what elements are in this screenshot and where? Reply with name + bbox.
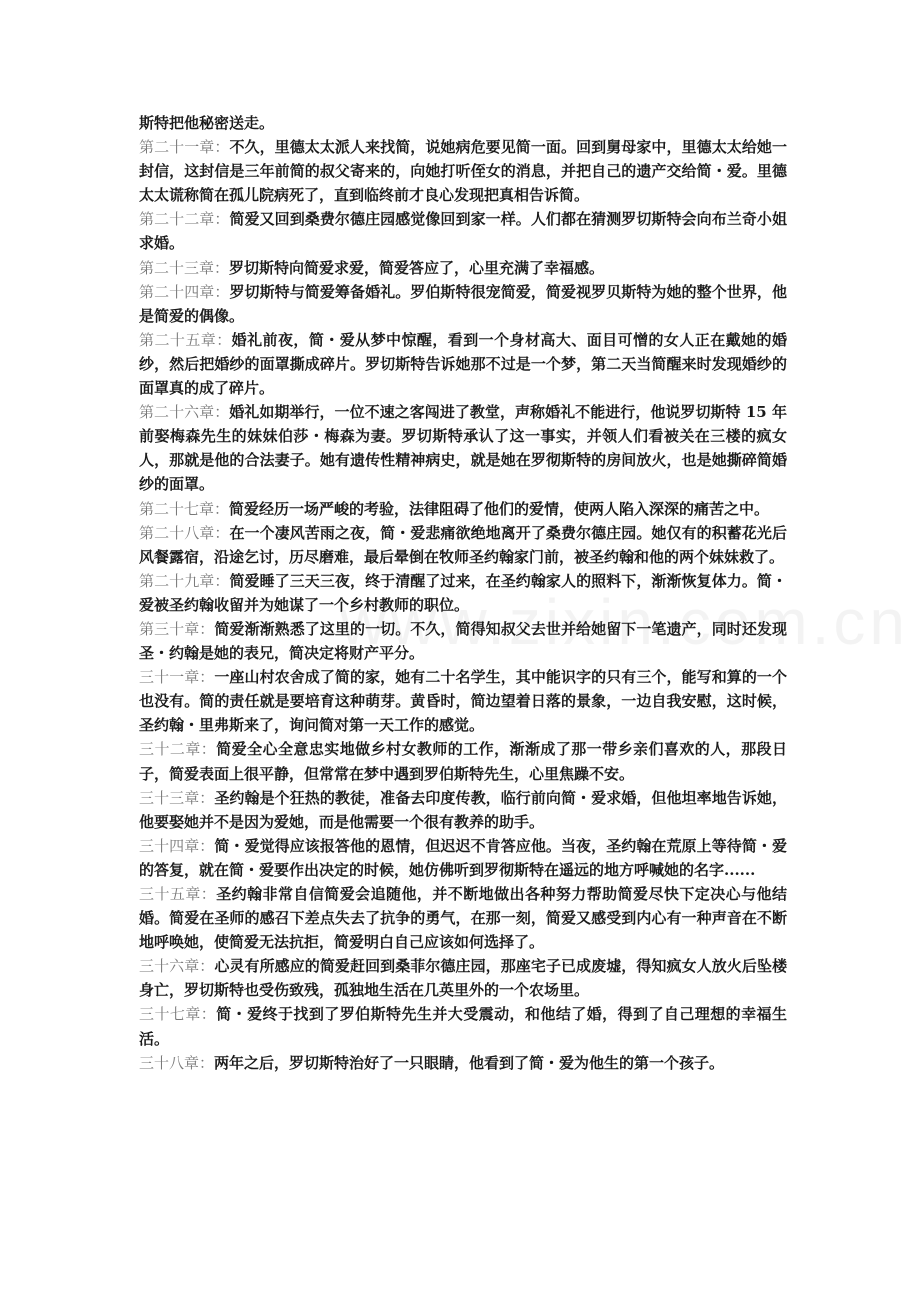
chapter-label: 三十三章： [139, 788, 215, 807]
chapter-text: 在一个凄风苦雨之夜，简・爱悲痛欲绝地离开了桑费尔德庄园。她仅有的积蓄花光后风餐露宿，沿途乞讨，历尽磨难，最后晕倒在牧师圣约翰家门前，被圣约翰和他的两个妹妹救了。 [139, 523, 787, 566]
chapter-text: 婚礼如期举行，一位不速之客闯进了教堂，声称婚礼不能进行，他说罗切斯特 15 年前娶梅森先生的妹妹伯莎・梅森为妻。罗切斯特承认了这一事实，并领人们看被关在三楼的疯女人，那就是他的合法妻子。她有遗传性精神病史，就是她在罗彻斯特的房间放火，也是她撕碎简婚纱的面罩。 [139, 403, 787, 494]
chapter-paragraph [139, 521, 787, 569]
chapter-paragraph [139, 786, 787, 834]
chapter-text: 圣约翰是个狂热的教徒，准备去印度传教，临行前向简・爱求婚，但他坦率地告诉她，他要娶她并不是因为爱她，而是他需要一个很有教养的助手。 [139, 788, 787, 831]
chapter-text: 简・爱觉得应该报答他的恩情，但迟迟不肯答应他。当夜，圣约翰在荒原上等待简・爱的答复，就在简・爱要作出决定的时候，她仿佛听到罗彻斯特在遥远的地方呼喊她的名字...... [139, 836, 787, 879]
chapter-label: 第二十六章： [139, 403, 230, 422]
chapter-text: 心灵有所感应的简爱赶回到桑菲尔德庄园，那座宅子已成废墟，得知疯女人放火后坠楼身亡，罗切斯特也受伤致残，孤独地生活在几英里外的一个农场里。 [139, 957, 787, 1000]
chapter-text: 简爱全心全意忠实地做乡村女教师的工作，渐渐成了那一带乡亲们喜欢的人，那段日子，简爱表面上很平静，但常常在梦中遇到罗伯斯特先生，心里焦躁不安。 [139, 740, 787, 783]
chapter-text: 罗切斯特向简爱求爱，简爱答应了，心里充满了幸福感。 [229, 258, 605, 277]
chapter-paragraph [139, 400, 787, 496]
chapter-paragraph [139, 954, 787, 1002]
chapter-text: 简爱渐渐熟悉了这里的一切。不久，简得知叔父去世并给她留下一笔遗产，同时还发现圣・约翰是她的表兄，简决定将财产平分。 [139, 619, 787, 663]
chapter-label: 第三十章： [139, 619, 215, 638]
chapter-label: 第二十九章： [139, 571, 230, 590]
chapter-paragraph [139, 617, 787, 665]
intro-paragraph: 斯特把他秘密送走。 [139, 114, 275, 132]
chapter-label: 第二十四章： [139, 282, 230, 301]
chapter-label: 三十二章： [139, 740, 217, 759]
chapter-label: 第二十三章： [139, 258, 230, 277]
chapter-text: 一座山村农舍成了简的家，她有二十名学生，其中能识字的只有三个，能写和算的一个也没有。简的责任就是要培育这种萌芽。黄昏时，简边望着日落的景象，一边自我安慰，这时候，圣约翰・里弗斯来了，询问简对第一天工作的感觉。 [139, 668, 787, 735]
chapter-label: 第二十二章： [139, 210, 230, 229]
chapter-text: 简爱睡了三天三夜，终于清醒了过来，在圣约翰家人的照料下，渐渐恢复体力。简・爱被圣约翰收留并为她谋了一个乡村教师的职位。 [139, 571, 787, 614]
chapter-text: 婚礼前夜，简・爱从梦中惊醒，看到一个身材高大、面目可憎的女人正在戴她的婚纱，然后把婚纱的面罩撕成碎片。罗切斯特告诉她那不过是一个梦，第二天当简醒来时发现婚纱的面罩真的成了碎片。 [139, 330, 787, 398]
chapter-label: 三十八章： [139, 1053, 215, 1072]
chapter-label: 第二十五章： [139, 330, 232, 349]
chapter-label: 三十四章： [139, 836, 215, 855]
chapter-paragraph [139, 1051, 787, 1075]
chapter-paragraph [139, 135, 787, 207]
chapter-text: 罗切斯特与简爱筹备婚礼。罗伯斯特很宠简爱，简爱视罗贝斯特为她的整个世界，他是简爱的偶像。 [139, 282, 787, 325]
chapter-paragraph [139, 569, 787, 617]
chapter-label: 第二十八章： [139, 523, 230, 542]
chapter-paragraph [139, 497, 787, 521]
chapter-paragraph [139, 1002, 787, 1050]
chapter-paragraph [139, 328, 787, 400]
chapter-text: 简・爱终于找到了罗伯斯特先生并大受震动，和他结了婚，得到了自己理想的幸福生活。 [139, 1005, 787, 1048]
chapter-paragraph [139, 737, 787, 785]
chapter-paragraph [139, 665, 787, 737]
chapter-paragraph [139, 207, 787, 255]
chapter-text: 两年之后，罗切斯特治好了一只眼睛，他看到了简・爱为他生的第一个孩子。 [214, 1053, 725, 1072]
chapter-list [139, 135, 787, 1075]
chapter-paragraph [139, 280, 787, 328]
chapter-text: 不久，里德太太派人来找简，说她病危要见简一面。回到舅母家中，里德太太给她一封信，这封信是三年前简的叔父寄来的，向她打听侄女的消息，并把自己的遗产交给简・爱。里德太太谎称简在孤儿院病死了，直到临终前才良心发现把真相告诉简。 [139, 138, 787, 205]
document-body [139, 111, 787, 1075]
chapter-text: 简爱经历一场严峻的考验，法律阻碍了他们的爱情，使两人陷入深深的痛苦之中。 [229, 499, 770, 518]
chapter-paragraph [139, 882, 787, 954]
chapter-paragraph [139, 834, 787, 882]
chapter-paragraph [139, 256, 787, 280]
chapter-label: 三十七章： [139, 1005, 217, 1024]
chapter-text: 圣约翰非常自信简爱会追随他，并不断地做出各种努力帮助简爱尽快下定决心与他结婚。简爱在圣师的感召下差点失去了抗争的勇气，在那一刻，简爱又感受到内心有一种声音在不断地呼唤她，使简爱无法抗拒，简爱明白自己应该如何选择了。 [139, 885, 787, 952]
chapter-label: 第二十七章： [139, 499, 230, 518]
chapter-label: 三十六章： [139, 957, 215, 976]
chapter-label: 三十一章： [139, 668, 215, 687]
chapter-label: 第二十一章： [139, 138, 230, 157]
chapter-label: 三十五章： [139, 885, 217, 903]
chapter-text: 简爱又回到桑费尔德庄园感觉像回到家一样。人们都在猜测罗切斯特会向布兰奇小姐求婚。 [139, 210, 787, 253]
